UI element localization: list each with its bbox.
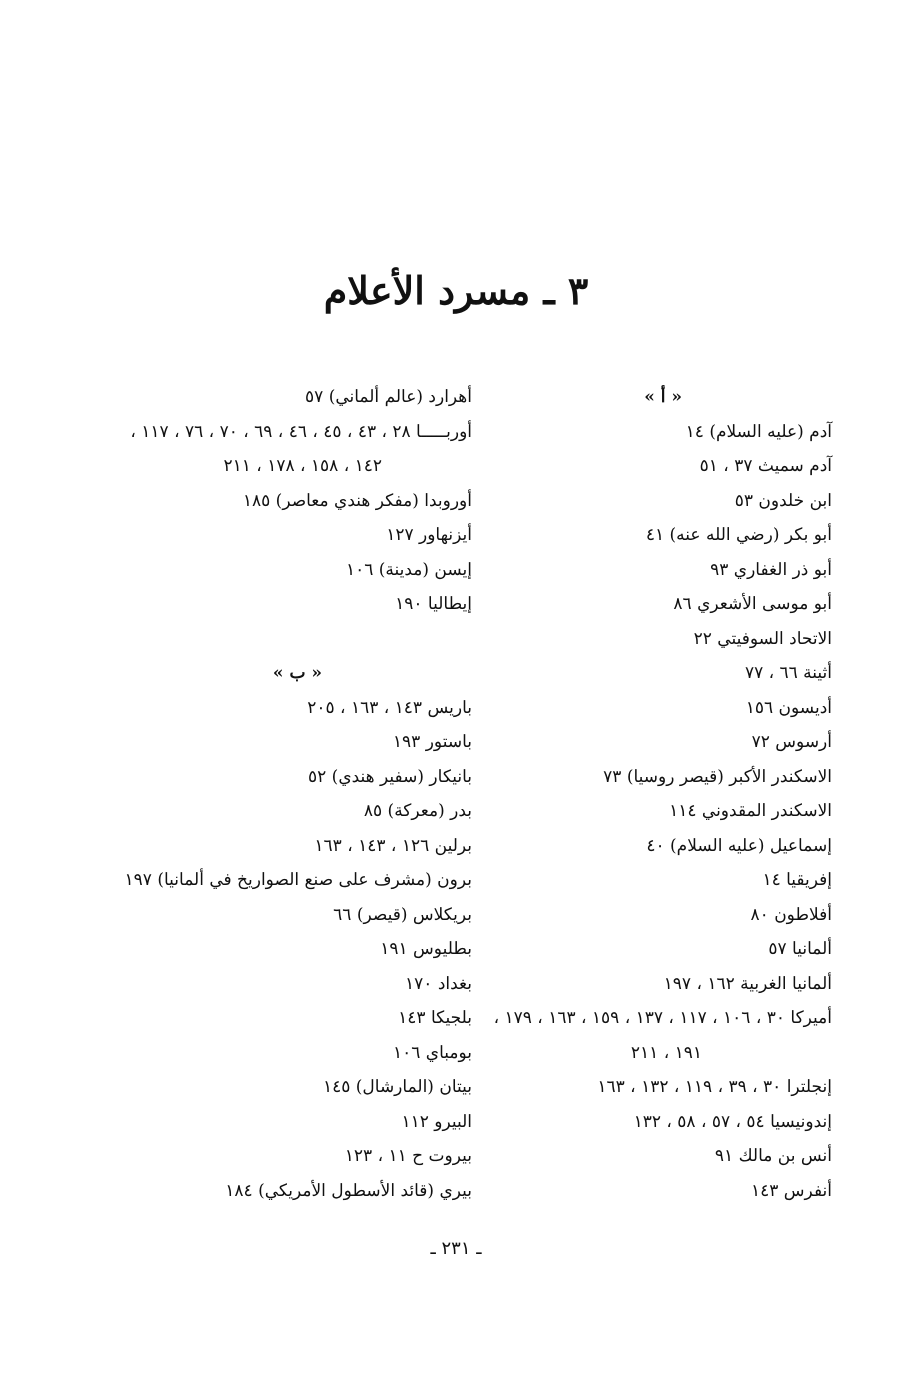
index-entry: ألمانيا ٥٧ bbox=[768, 939, 832, 959]
index-column-right bbox=[487, 380, 832, 1208]
index-entry: إنجلترا ٣٠ ، ٣٩ ، ١١٩ ، ١٣٢ ، ١٦٣ bbox=[597, 1077, 832, 1097]
index-entry: بطليوس ١٩١ bbox=[380, 939, 472, 959]
index-entry: أبو بكر (رضي الله عنه) ٤١ bbox=[645, 525, 832, 545]
index-entry: الاتحاد السوفيتي ٢٢ bbox=[693, 628, 832, 649]
index-entry: بريكلاس (قيصر) ٦٦ bbox=[333, 904, 472, 925]
index-entry: برلين ١٢٦ ، ١٤٣ ، ١٦٣ bbox=[314, 835, 472, 856]
page-number: ـ ٢٣١ ـ bbox=[430, 1238, 482, 1259]
index-entry-continuation: ١٩١ ، ٢١١ bbox=[630, 1042, 702, 1063]
index-entry: بلجيكا ١٤٣ bbox=[398, 1008, 472, 1028]
index-entry: آدم (عليه السلام) ١٤ bbox=[685, 421, 832, 442]
index-column-left bbox=[124, 380, 472, 1208]
index-entry: ألمانيا الغربية ١٦٢ ، ١٩٧ bbox=[663, 973, 832, 994]
index-entry: بغداد ١٧٠ bbox=[405, 973, 472, 994]
index-entry: أديسون ١٥٦ bbox=[745, 697, 832, 718]
section-gap bbox=[142, 622, 472, 657]
index-entry: أفلاطون ٨٠ bbox=[750, 904, 832, 925]
index-entry: بيروت ح ١١ ، ١٢٣ bbox=[344, 1146, 472, 1166]
page-title: ٣ ـ مسرد الأعلام bbox=[323, 268, 589, 313]
index-entry: الاسكندر الأكبر (قيصر روسيا) ٧٣ bbox=[603, 766, 832, 787]
index-entry: أبو ذر الغفاري ٩٣ bbox=[710, 559, 832, 580]
index-entry: برون (مشرف على صنع الصواريخ في ألمانيا) ١٩٧ bbox=[124, 870, 472, 890]
index-entry: أهرارد (عالم ألماني) ٥٧ bbox=[305, 387, 472, 407]
index-entry: أنفرس ١٤٣ bbox=[751, 1180, 832, 1201]
index-entry: البيرو ١١٢ bbox=[401, 1111, 472, 1132]
index-entry: الاسكندر المقدوني ١١٤ bbox=[669, 801, 832, 821]
index-entry: آدم سميث ٣٧ ، ٥١ bbox=[699, 456, 832, 476]
index-entry: باريس ١٤٣ ، ١٦٣ ، ٢٠٥ bbox=[307, 697, 472, 718]
index-entry: بدر (معركة) ٨٥ bbox=[363, 801, 472, 821]
index-entry: أنس بن مالك ٩١ bbox=[714, 1146, 832, 1166]
index-entry: إيطاليا ١٩٠ bbox=[395, 594, 472, 614]
index-entry: بيتان (المارشال) ١٤٥ bbox=[322, 1077, 472, 1097]
index-entry: أيزنهاور ١٢٧ bbox=[386, 525, 472, 545]
index-entry: بيري (قائد الأسطول الأمريكي) ١٨٤ bbox=[225, 1180, 472, 1201]
index-entry: بانيكار (سفير هندي) ٥٢ bbox=[308, 766, 472, 787]
index-entry-continuation: ١٤٢ ، ١٥٨ ، ١٧٨ ، ٢١١ bbox=[223, 456, 382, 476]
letter-heading-alif: « أ » bbox=[644, 387, 682, 407]
index-entry: أوربـــــا ٢٨ ، ٤٣ ، ٤٥ ، ٤٦ ، ٦٩ ، ٧٠ ، ٧٦ ، ١١٧ ، bbox=[130, 421, 472, 442]
index-entry: إندونيسيا ٥٤ ، ٥٧ ، ٥٨ ، ١٣٢ bbox=[633, 1111, 832, 1132]
index-entry: أرسوس ٧٢ bbox=[751, 732, 832, 752]
letter-heading-ba: « ب » bbox=[272, 663, 322, 683]
index-entry: إيسن (مدينة) ١٠٦ bbox=[345, 559, 472, 580]
index-entry: أبو موسى الأشعري ٨٦ bbox=[673, 594, 832, 614]
index-entry: أوروبدا (مفكر هندي معاصر) ١٨٥ bbox=[242, 490, 472, 511]
index-entry: باستور ١٩٣ bbox=[392, 732, 472, 752]
index-entry: إفريقيا ١٤ bbox=[762, 870, 832, 890]
index-entry: أميركا ٣٠ ، ١٠٦ ، ١١٧ ، ١٣٧ ، ١٥٩ ، ١٦٣ ، ١٧٩ ، bbox=[493, 1008, 832, 1028]
index-entry: إسماعيل (عليه السلام) ٤٠ bbox=[646, 835, 832, 856]
index-entry: بومباي ١٠٦ bbox=[392, 1042, 472, 1063]
index-entry: ابن خلدون ٥٣ bbox=[734, 490, 832, 511]
index-entry: أثينة ٦٦ ، ٧٧ bbox=[744, 663, 832, 683]
